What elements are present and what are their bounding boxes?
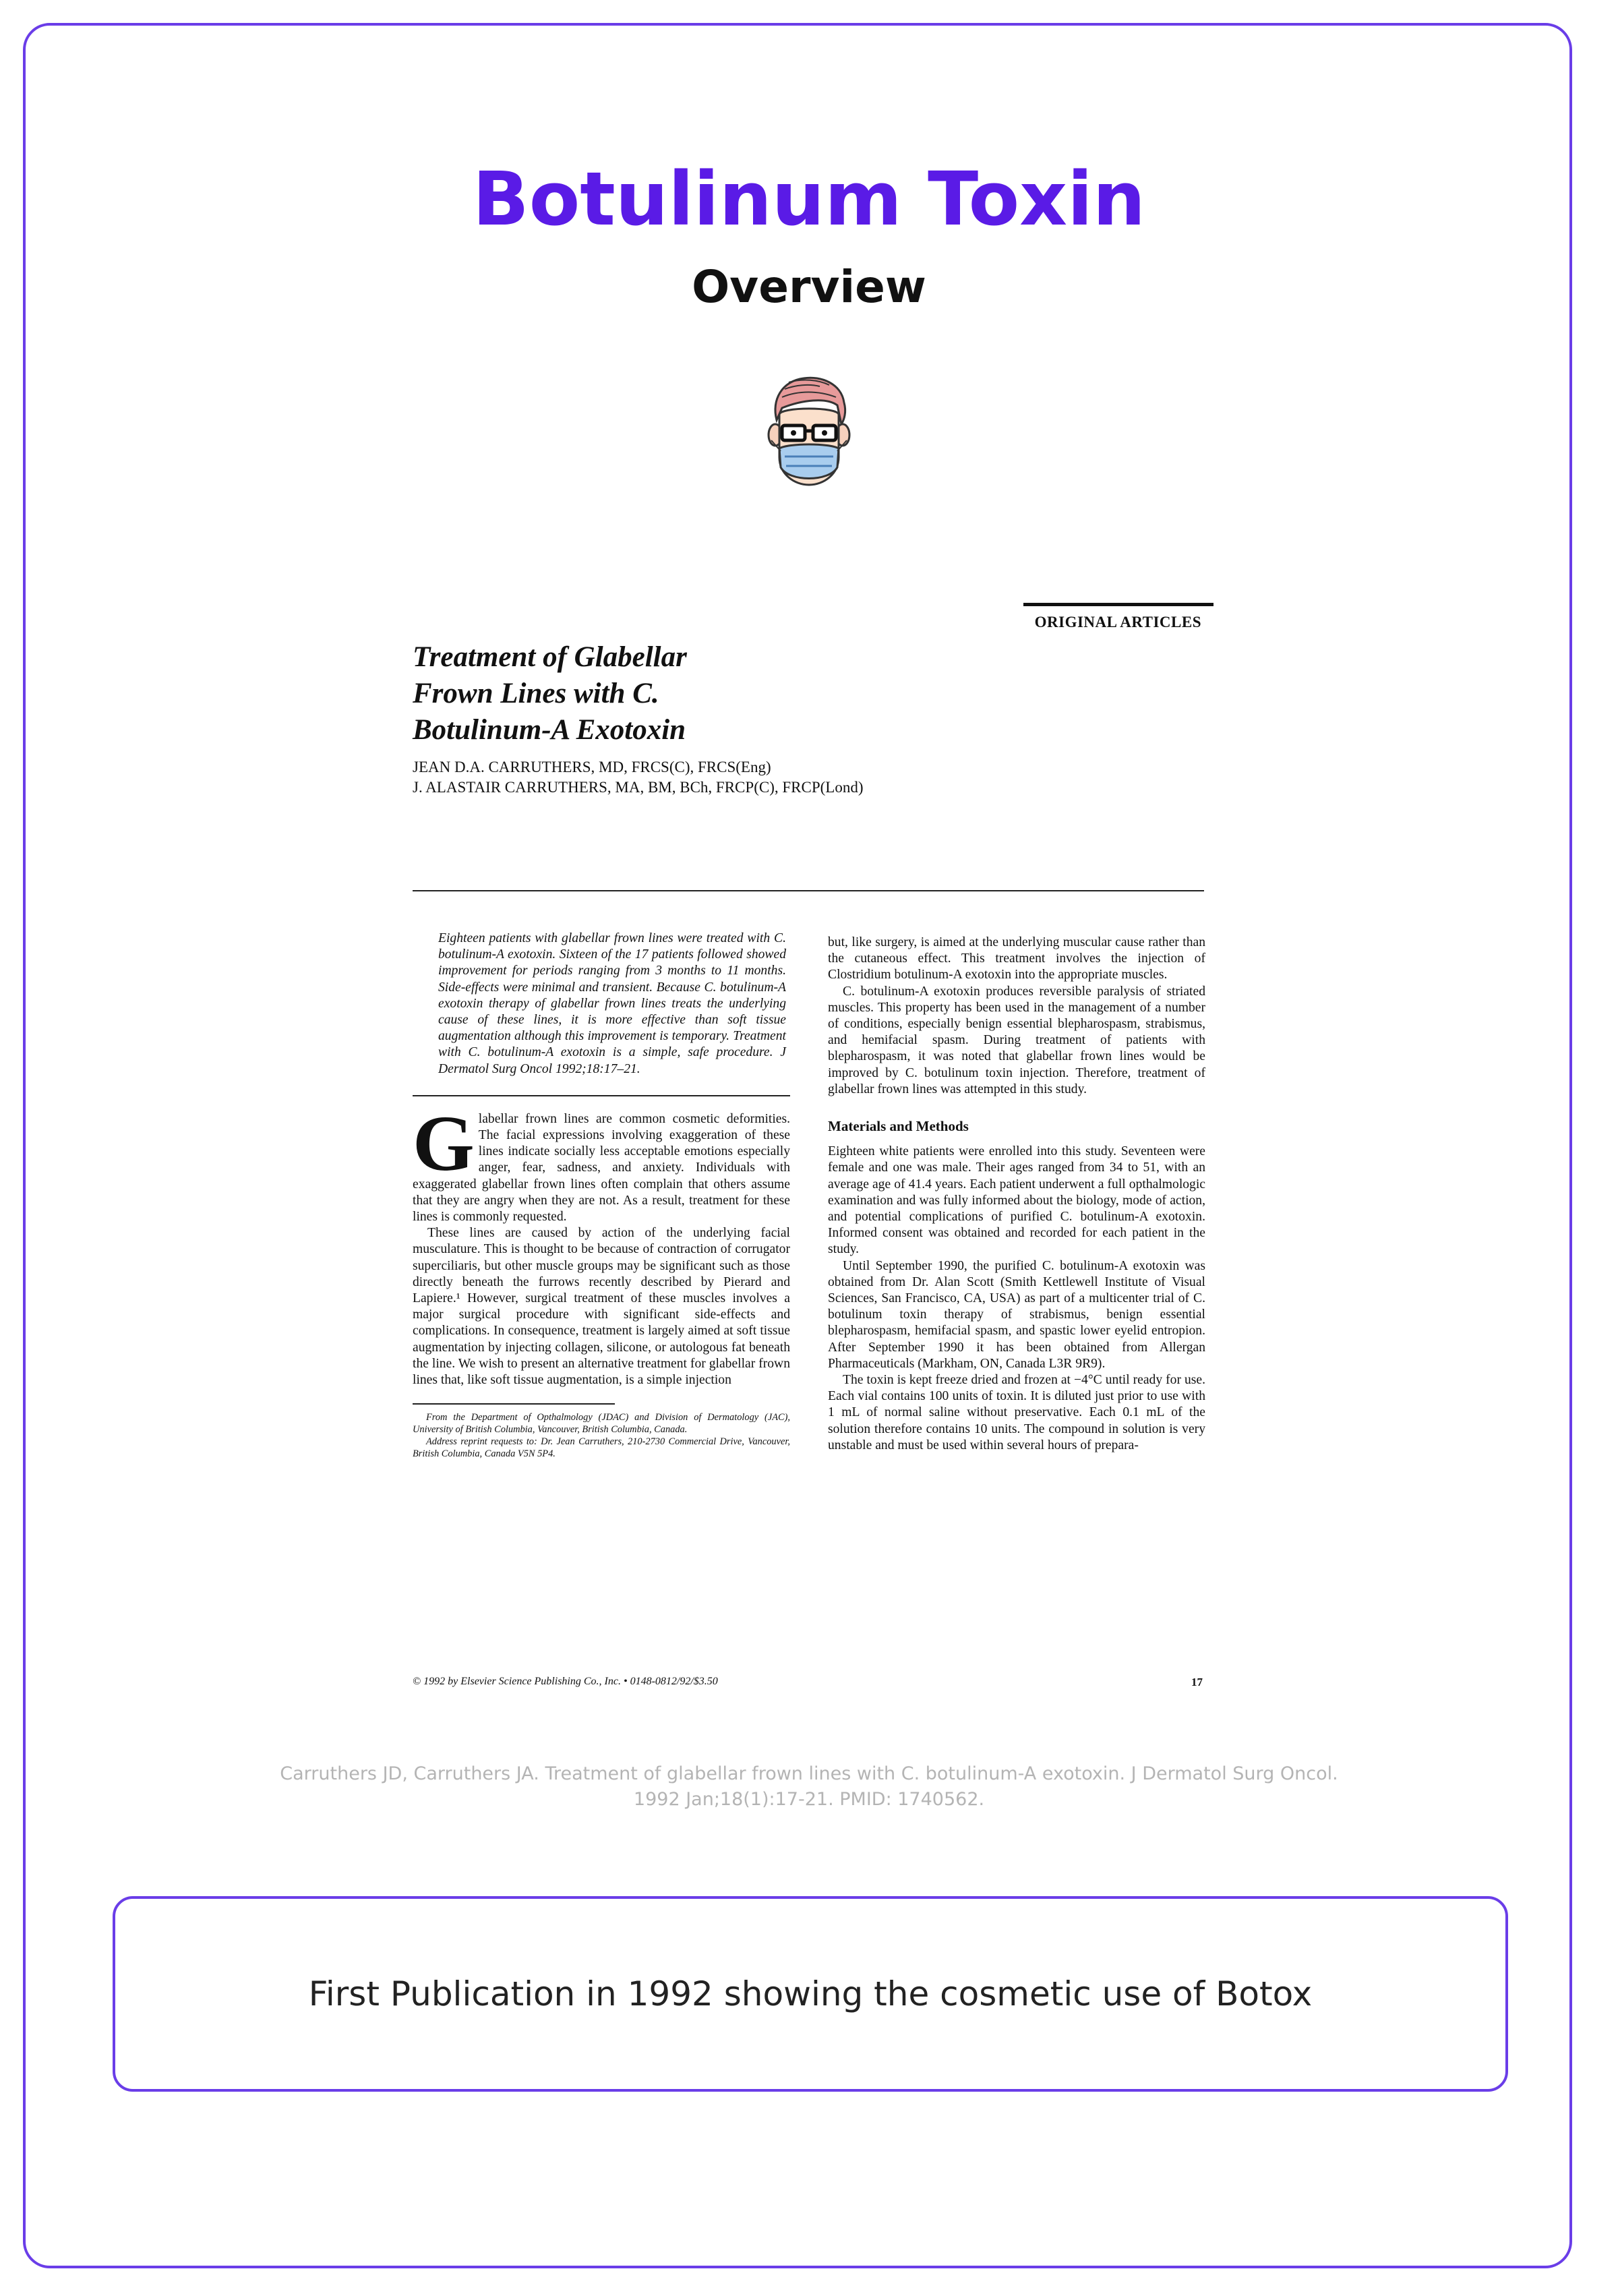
methods-heading: Materials and Methods <box>828 1118 969 1135</box>
intro-body <box>413 1098 790 1388</box>
page-title: Botulinum Toxin <box>472 156 1146 242</box>
page-number: 17 <box>1191 1676 1203 1688</box>
section-rule <box>1023 603 1214 606</box>
callout-box <box>113 1896 1508 2092</box>
abstract: Eighteen patients with glabellar frown lines were treated with C. botulinum-A exotoxin. Sixteen of the 17 patients followed showed improvement for periods ranging from 3 months to 11 months. Side-effects were minimal and transient. Because C. botulinum-A exotoxin therapy of glabellar frown lines treats the underlying cause of these lines, it is more effective than soft tissue augmentation although this improvement is temporary. Treatment with C. botulinum-A exotoxin is a simple, safe procedure. J Dermatol Surg Oncol 1992;18:17–21. <box>438 931 786 1076</box>
author-line: J. ALASTAIR CARRUTHERS, MA, BM, BCh, FRCP(C), FRCP(Lond) <box>413 778 864 796</box>
article-title <box>413 639 885 748</box>
doctor-with-mask-icon <box>762 373 856 491</box>
methods-paragraph: Eighteen white patients were enrolled into this study. Seventeen were female and one was male. Their ages ranged from 34 to 51, with an average age of 41.4 years. Each patient underwent a full opthalmologic examination and was fully informed about the biology, mode of action, and potential complications of purified C. botulinum-A exotoxin. Informed consent was obtained and recorded for each patient in the study. <box>828 1144 1205 1257</box>
intro-paragraph: labellar frown lines are common cosmetic deformities. The facial expressions involving exaggeration of these lines indicate socially less acceptable emotions especially anger, fear, sadness, and anxiety. Individuals with exaggerated glabellar frown lines often complain that others assume that they are angry when they are not. As a result, treatment for these lines is commonly requested. <box>413 1111 790 1225</box>
callout-text: First Publication in 1992 showing the cosmetic use of Botox <box>308 1974 1313 2013</box>
footnote-divider <box>413 1403 615 1405</box>
methods-paragraph: The toxin is kept freeze dried and frozen at −4°C until ready for use. Each vial contains 100 units of toxin. It is diluted just prior to use with 1 mL of normal saline without preservative. Each 0.1 mL of the solution therefore contains 10 units. The compound in solution is very unstable and must be used within several hours of prepara- <box>828 1373 1205 1452</box>
article-title-line: Frown Lines with C. <box>413 677 659 709</box>
header-divider <box>413 890 1204 891</box>
article-title-line: Treatment of Glabellar <box>413 641 687 673</box>
section-label: ORIGINAL ARTICLES <box>1034 614 1201 630</box>
reprint-footnote: Address reprint requests to: Dr. Jean Carruthers, 210-2730 Commercial Drive, Vancouver, British Columbia, Canada V5N 5P4. <box>413 1436 790 1460</box>
drop-cap: G <box>413 1098 475 1187</box>
copyright-line: © 1992 by Elsevier Science Publishing Co., Inc. • 0148-0812/92/$3.50 <box>413 1676 718 1687</box>
scanned-article <box>404 593 1214 1713</box>
methods-paragraph: Until September 1990, the purified C. botulinum-A exotoxin was obtained from Dr. Alan Scott (Smith Kettlewell Institute of Visual Sciences, San Francisco, CA, USA) as part of a multicenter trial of C. botulinum toxin therapy of strabismus, benign essential blepharospasm, hemifacial spasm, and spastic lower eyelid entropion. After September 1990 it has been obtained from Allergan Pharmaceuticals (Markham, ON, Canada L3R 9R9). <box>828 1258 1205 1371</box>
citation: Carruthers JD, Carruthers JA. Treatment of glabellar frown lines with C. botulinum-A exotoxin. J Dermatol Surg Oncol. 1992 Jan;18(1):17-21. PMID: 1740562. <box>280 1763 1338 1810</box>
intro-paragraph: These lines are caused by action of the underlying facial musculature. This is thought to be because of contraction of corrugator superciliaris, but other muscle groups may be significant such as those directly beneath the furrows recently described by Pierard and Lapiere.¹ However, surgical treatment of these muscles involves a major surgical procedure with significant side-effects and complications. In consequence, treatment is largely aimed at soft tissue augmentation by injecting collagen, silicone, or autologous fat beneath the line. We wish to present an alternative treatment for glabellar frown lines that, like soft tissue augmentation, is a simple injection <box>413 1226 790 1388</box>
page-subtitle: Overview <box>692 261 926 313</box>
abstract-divider <box>413 1095 790 1096</box>
body-paragraph: C. botulinum-A exotoxin produces reversible paralysis of striated muscles. This property has been used in the management of a number of conditions, especially benign essential blepharospasm, strabismus, and hemifacial spasm. During treatment of patients with blepharospasm, it was noted that glabellar frown lines would be improved by C. botulinum toxin injection. Therefore, treatment of glabellar frown lines was attempted in this study. <box>828 984 1205 1096</box>
article-authors <box>413 757 1019 798</box>
body-paragraph: but, like surgery, is aimed at the underlying muscular cause rather than the cutaneous effect. This treatment involves the injection of Clostridium botulinum-A exotoxin into the appropriate muscles. <box>828 935 1205 982</box>
author-line: JEAN D.A. CARRUTHERS, MD, FRCS(C), FRCS(Eng) <box>413 759 771 775</box>
affiliation-footnote: From the Department of Opthalmology (JDAC) and Division of Dermatology (JAC), University of British Columbia, Vancouver, British Columbia, Canada. <box>413 1412 790 1436</box>
article-title-line: Botulinum-A Exotoxin <box>413 713 686 746</box>
right-column <box>828 935 1205 1454</box>
left-column <box>413 931 790 1460</box>
